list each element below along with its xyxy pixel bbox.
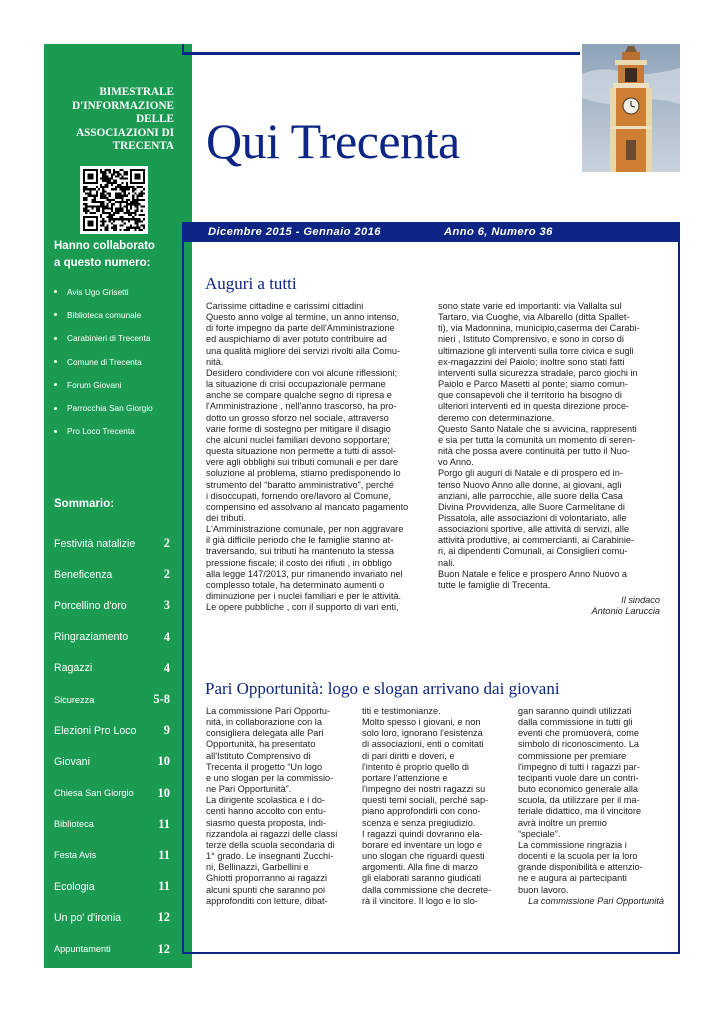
- text-line: i disoccupati, fornendo ore/lavoro al Comune,: [206, 490, 391, 501]
- toc-item[interactable]: [54, 746, 170, 777]
- text-line: anziani, alle parrocchie, alle suore della Casa: [438, 490, 623, 501]
- text-line: questa situazione non permette a tutti di assol-: [206, 446, 396, 457]
- toc-item-label: Un po' d'ironia: [54, 911, 122, 924]
- text-line: Paiolo e Parco Masetti al ponte; siamo comun-: [438, 379, 628, 390]
- text-line: Porgo gli auguri di Natale e di prospero ed in-: [438, 468, 623, 479]
- collaborator-item: [54, 396, 153, 419]
- toc-item-page: 12: [157, 941, 170, 956]
- text-line: solo loro, ignorano l'esistenza: [362, 728, 483, 739]
- toc-item-label: Giovani: [54, 755, 90, 768]
- text-line: che alcuni nuclei familiari devono sopportare;: [206, 434, 390, 445]
- text-line: buon lavoro.: [518, 884, 569, 895]
- text-line: commissione per premiare: [518, 750, 627, 761]
- collaborators-title: [54, 238, 155, 272]
- toc-item-label: Festività natalizie: [54, 537, 136, 550]
- article-title-pari-opportunita: Pari Opportunità: logo e slogan arrivano dai giovani: [205, 679, 560, 698]
- text-line: rà il vincitore. Il logo e lo slo-: [362, 895, 478, 906]
- toc-item-label: Sicurezza: [54, 694, 95, 705]
- article-pari-column-2: [362, 706, 508, 907]
- collaborator-name: Forum Giovani: [67, 379, 122, 390]
- toc-item-page: 10: [157, 754, 170, 769]
- toc-item-page: 4: [163, 629, 170, 644]
- text-line: nità che possa avere continuità per tutto il Nuo-: [438, 446, 631, 457]
- toc-item-label: Elezioni Pro Loco: [54, 724, 137, 737]
- toc-item-page: 5-8: [153, 692, 170, 707]
- collaborators-title-line: Hanno collaborato: [54, 240, 155, 252]
- text-line: questi temi sociali, perché sap-: [362, 795, 489, 806]
- text-line: nali.: [438, 557, 455, 568]
- issue-date: Dicembre 2015 - Gennaio 2016: [208, 226, 381, 238]
- article-title-auguri: Auguri a tutti: [205, 274, 297, 293]
- collaborator-item: [54, 350, 153, 373]
- toc-item[interactable]: [54, 715, 170, 746]
- toc-item-label: Ringraziamento: [54, 631, 129, 644]
- collaborator-name: Parrocchia San Giorgio: [67, 403, 153, 414]
- text-line: La commissione ringrazia i: [518, 839, 627, 850]
- text-line: varie forme di sostegno per mitigare il disagio: [206, 423, 391, 434]
- text-line: rizzandola ai ragazzi delle classi: [206, 828, 338, 839]
- toc-item-page: 10: [157, 785, 170, 800]
- text-line: l'Amministrazione , nell'anno trascorso, ha pro-: [206, 401, 397, 412]
- text-line: siasmo questa proposta, indi-: [206, 817, 327, 828]
- text-line: gan saranno quindi utilizzati: [518, 706, 632, 716]
- toc-item-page: 2: [163, 536, 170, 551]
- text-line: ne Pari Opportunità”.: [206, 784, 292, 795]
- text-line: ti), via Madonnina, municipio,caserma dei Carabi-: [438, 323, 640, 334]
- toc-item-label: Biblioteca: [54, 819, 94, 830]
- text-line: Questo anno volge al termine, un anno intenso,: [206, 312, 400, 323]
- masthead-line: D'INFORMAZIONE: [72, 99, 174, 112]
- text-line: Opportunità, ha presentato: [206, 739, 316, 750]
- toc-item-page: 11: [158, 879, 170, 894]
- bullet-icon: [54, 290, 57, 293]
- article-pari-column-3: [518, 706, 664, 907]
- toc-item-label: Porcellino d'oro: [54, 599, 127, 612]
- toc-item[interactable]: [54, 684, 170, 715]
- text-line: di pari diritti e doveri, e: [362, 750, 455, 761]
- toc-item-page: 12: [157, 910, 170, 925]
- text-line: il già difficile periodo che le famiglie stanno at-: [206, 535, 394, 546]
- text-line: dei tributi.: [206, 512, 246, 523]
- text-line: teriale didattico, ma il vincitore: [518, 806, 642, 817]
- text-line: dotto un grosso sforzo nel sociale, attraverso: [206, 412, 389, 423]
- clock-tower-photo: [582, 44, 680, 172]
- collaborators-title-line: a questo numero:: [54, 257, 151, 269]
- article-auguri-column-1: [206, 301, 424, 613]
- toc-item-page: 3: [163, 598, 170, 613]
- text-line: associazioni sportive, alle attività di servizi, alle: [438, 524, 629, 535]
- text-line: strumento del “baratto amministrativo”, perché: [206, 479, 394, 490]
- text-line: e uno slogan per la commissio-: [206, 772, 334, 783]
- text-line: nità, in collaborazione con la: [206, 717, 322, 728]
- text-line: L'Amministrazione comunale, per non aggravare: [206, 524, 404, 535]
- bullet-icon: [54, 430, 57, 433]
- text-line: que consapevoli che il territorio ha bisogno di: [438, 390, 622, 401]
- text-line: consigliera delegata alle Pari: [206, 728, 324, 739]
- toc-item-label: Ragazzi: [54, 662, 93, 675]
- toc-item[interactable]: [54, 622, 170, 653]
- text-line: avrà inoltre un premio: [518, 817, 607, 828]
- masthead-line: TRECENTA: [112, 140, 174, 152]
- text-line: l'impegno dei nostri ragazzi su: [362, 784, 486, 795]
- text-line: Buon Natale e felice e prospero Anno Nuovo a: [438, 568, 627, 579]
- text-line: titi e testimonianze.: [362, 706, 441, 716]
- text-line: “speciale”.: [518, 828, 561, 839]
- text-line: buto economico generale alla: [518, 784, 639, 795]
- text-line: all'Istituto Comprensivo di: [206, 750, 311, 761]
- text-line: borare ed inventare un logo e: [362, 839, 483, 850]
- masthead-line: DELLE: [136, 113, 174, 125]
- text-line: Tartaro, via Cuoghe, via Albarello (ditta Spallet-: [438, 312, 630, 323]
- text-line: nieri , Istituto Comprensivo, e sono in corso di: [438, 334, 624, 345]
- text-line: argomenti. Alla fine di marzo: [362, 862, 478, 873]
- text-line: tenso Nuovo Anno alle donne, ai giovani, agli: [438, 479, 622, 490]
- collaborator-item: [54, 303, 153, 326]
- text-line: eventi che promuoverà, come: [518, 728, 640, 739]
- text-line: traversando, sui tributi ha mantenuto la stessa: [206, 546, 394, 557]
- masthead-line: BIMESTRALE: [99, 86, 174, 98]
- text-line: alla legge 147/2013, pur rimanendo invariato nel: [206, 568, 403, 579]
- toc-item[interactable]: [54, 653, 170, 684]
- toc-item-label: Chiesa San Giorgio: [54, 788, 134, 799]
- header-rule: [182, 52, 580, 55]
- sidebar: [44, 44, 192, 968]
- text-line: Ghiotti proporranno ai ragazzi: [206, 873, 328, 884]
- text-line: Carissime cittadine e carissimi cittadini: [206, 301, 364, 311]
- text-line: dalla commissione che decrete-: [362, 884, 492, 895]
- text-line: Desidero condividere con voi alcune riflessioni;: [206, 367, 397, 378]
- collaborator-item: [54, 373, 153, 396]
- text-line: Divina Provvidenza, alle Suore Carmelitane di: [438, 501, 625, 512]
- toc-item[interactable]: [54, 840, 170, 871]
- table-of-contents: [54, 528, 170, 965]
- toc-item-page: 9: [163, 723, 170, 738]
- text-line: centi hanno accolto con entu-: [206, 806, 327, 817]
- text-line: complesso totale, ha determinato aumenti o: [206, 579, 385, 590]
- text-line: ne e augura ai partecipanti: [518, 873, 627, 884]
- text-line: scuola, da utilizzare per il ma-: [518, 795, 640, 806]
- toc-item[interactable]: [54, 933, 170, 964]
- bullet-icon: [54, 360, 57, 363]
- text-line: la situazione di crisi occupazionale permane: [206, 379, 386, 390]
- masthead-publisher: [44, 86, 174, 154]
- text-line: ultimazione gli interventi sulla torre civica e sugli: [438, 345, 634, 356]
- toc-item[interactable]: [54, 902, 170, 933]
- text-line: tutte le famiglie di Trecenta.: [438, 579, 551, 590]
- text-line: alcuni spunti che saranno poi: [206, 884, 326, 895]
- toc-item-page: 2: [163, 567, 170, 582]
- text-line: Questo Santo Natale che si avvicina, rappresenti: [438, 423, 637, 434]
- qr-code-icon[interactable]: [80, 166, 148, 234]
- article-auguri-column-2: [438, 301, 660, 617]
- signature-line: La commissione Pari Opportunità: [528, 895, 664, 906]
- text-line: vo Anno.: [438, 457, 474, 468]
- text-line: grande disponibilità e attenzio-: [518, 862, 643, 873]
- collaborator-name: Biblioteca comunale: [67, 309, 142, 320]
- text-line: I ragazzi quindi dovranno ela-: [362, 828, 483, 839]
- toc-item[interactable]: [54, 528, 170, 559]
- collaborator-name: Avis Ugo Grisetti: [67, 286, 129, 297]
- text-line: pressione fiscale; il costo dei rifiuti , in obbligo: [206, 557, 392, 568]
- text-line: docenti e la scuola per la loro: [518, 851, 638, 862]
- text-line: l'intento è proprio quello di: [362, 761, 469, 772]
- toc-item[interactable]: [54, 778, 170, 809]
- article-pari-column-1: [206, 706, 352, 907]
- text-line: tecipanti vuole dare un contri-: [518, 772, 639, 783]
- text-line: l'impegno di tutti i ragazzi par-: [518, 761, 640, 772]
- text-line: simbolo di riconoscimento. La: [518, 739, 640, 750]
- toc-item[interactable]: [54, 809, 170, 840]
- text-line: attività produttive, ai commercianti, ai Carabinie-: [438, 535, 635, 546]
- text-line: di forte impegno da parte dell'Amministrazione: [206, 323, 395, 334]
- collaborator-name: Comune di Trecenta: [67, 356, 142, 367]
- toc-item-label: Beneficenza: [54, 568, 113, 581]
- text-line: diminuzione per i nuclei familiari e per le attività.: [206, 591, 402, 602]
- toc-item-label: Festa Avis: [54, 850, 97, 861]
- collaborators-list: [54, 280, 153, 443]
- text-line: La dirigente scolastica e i do-: [206, 795, 325, 806]
- toc-item-label: Appuntamenti: [54, 944, 111, 955]
- bullet-icon: [54, 383, 57, 386]
- text-line: approfonditi con letture, dibat-: [206, 895, 328, 906]
- bullet-icon: [54, 407, 57, 410]
- text-line: La commissione Pari Opportu-: [206, 706, 331, 716]
- text-line: Le opere pubbliche , con il supporto di vari enti,: [206, 602, 399, 613]
- text-line: uno slogan che riguardi questi: [362, 851, 485, 862]
- text-line: nità.: [206, 356, 224, 367]
- text-line: scenza e senza pregiudizio.: [362, 817, 476, 828]
- masthead-line: ASSOCIAZIONI DI: [76, 126, 174, 139]
- text-line: dalla commissione in tutti gli: [518, 717, 633, 728]
- toc-item-label: Ecologia: [54, 880, 95, 893]
- text-line: terze della scuola secondaria di: [206, 839, 335, 850]
- toc-item[interactable]: [54, 871, 170, 902]
- text-line: 1° grado. Le insegnanti Zucchi-: [206, 851, 334, 862]
- text-line: ri, ai dipendenti Comunali, ai Consiglieri comu-: [438, 546, 628, 557]
- text-line: deremo con determinazione.: [438, 412, 555, 423]
- text-line: ulteriori interventi ed in questa direzione proce-: [438, 401, 629, 412]
- issue-bar: [182, 222, 680, 242]
- header-rule-tick: [182, 44, 184, 54]
- text-line: ex-magazzini del Paiolo; inoltre sono stati fatti: [438, 356, 625, 367]
- issue-number: Anno 6, Numero 36: [444, 226, 553, 238]
- text-line: ed auspichiamo di aver potuto contribuire ad: [206, 334, 387, 345]
- toc-item[interactable]: [54, 559, 170, 590]
- toc-item-page: 4: [163, 660, 170, 675]
- text-line: e sia per tutta la comunità un momento di seren-: [438, 434, 636, 445]
- signature-line: Antonio Laruccia: [591, 606, 660, 617]
- text-line: piano approfondirli con cono-: [362, 806, 481, 817]
- signature-line: Il sindaco: [621, 595, 660, 606]
- text-line: interventi sulla sicurezza stradale, parco giochi in: [438, 367, 638, 378]
- collaborator-item: [54, 327, 153, 350]
- text-line: ni, Bellinazzi, Garbellini e: [206, 862, 309, 873]
- collaborator-item: [54, 280, 153, 303]
- toc-item[interactable]: [54, 590, 170, 621]
- text-line: Molto spesso i giovani, e non: [362, 717, 481, 728]
- text-line: compensino ed assolvano al mancato pagamento: [206, 501, 409, 512]
- bullet-icon: [54, 337, 57, 340]
- text-line: di associazioni, enti o comitati: [362, 739, 484, 750]
- text-line: Pissatola, alle associazioni di volontariato, alle: [438, 512, 627, 523]
- text-line: Trecenta il progetto “Un logo: [206, 761, 323, 772]
- text-line: anche se compare qualche segno di ripresa e: [206, 390, 392, 401]
- text-line: una qualità migliore dei servizi rivolti alla Comu-: [206, 345, 401, 356]
- collaborator-name: Carabinieri di Trecenta: [67, 333, 151, 344]
- collaborator-item: [54, 420, 153, 443]
- sommario-title: Sommario:: [54, 498, 115, 510]
- text-line: gli elaborati saranno giudicati: [362, 873, 482, 884]
- bullet-icon: [54, 313, 57, 316]
- text-line: sono state varie ed importanti: via Vallalta sul: [438, 301, 622, 311]
- text-line: vere agli obblighi sui tributi comunali e per dare: [206, 457, 399, 468]
- collaborator-name: Pro Loco Trecenta: [67, 426, 135, 437]
- text-line: portare l'attenzione e: [362, 772, 448, 783]
- newsletter-title: Qui Trecenta: [206, 113, 460, 169]
- text-line: soluzione al problema, stiamo predisponendo lo: [206, 468, 401, 479]
- toc-item-page: 11: [158, 816, 170, 831]
- toc-item-page: 11: [158, 847, 170, 862]
